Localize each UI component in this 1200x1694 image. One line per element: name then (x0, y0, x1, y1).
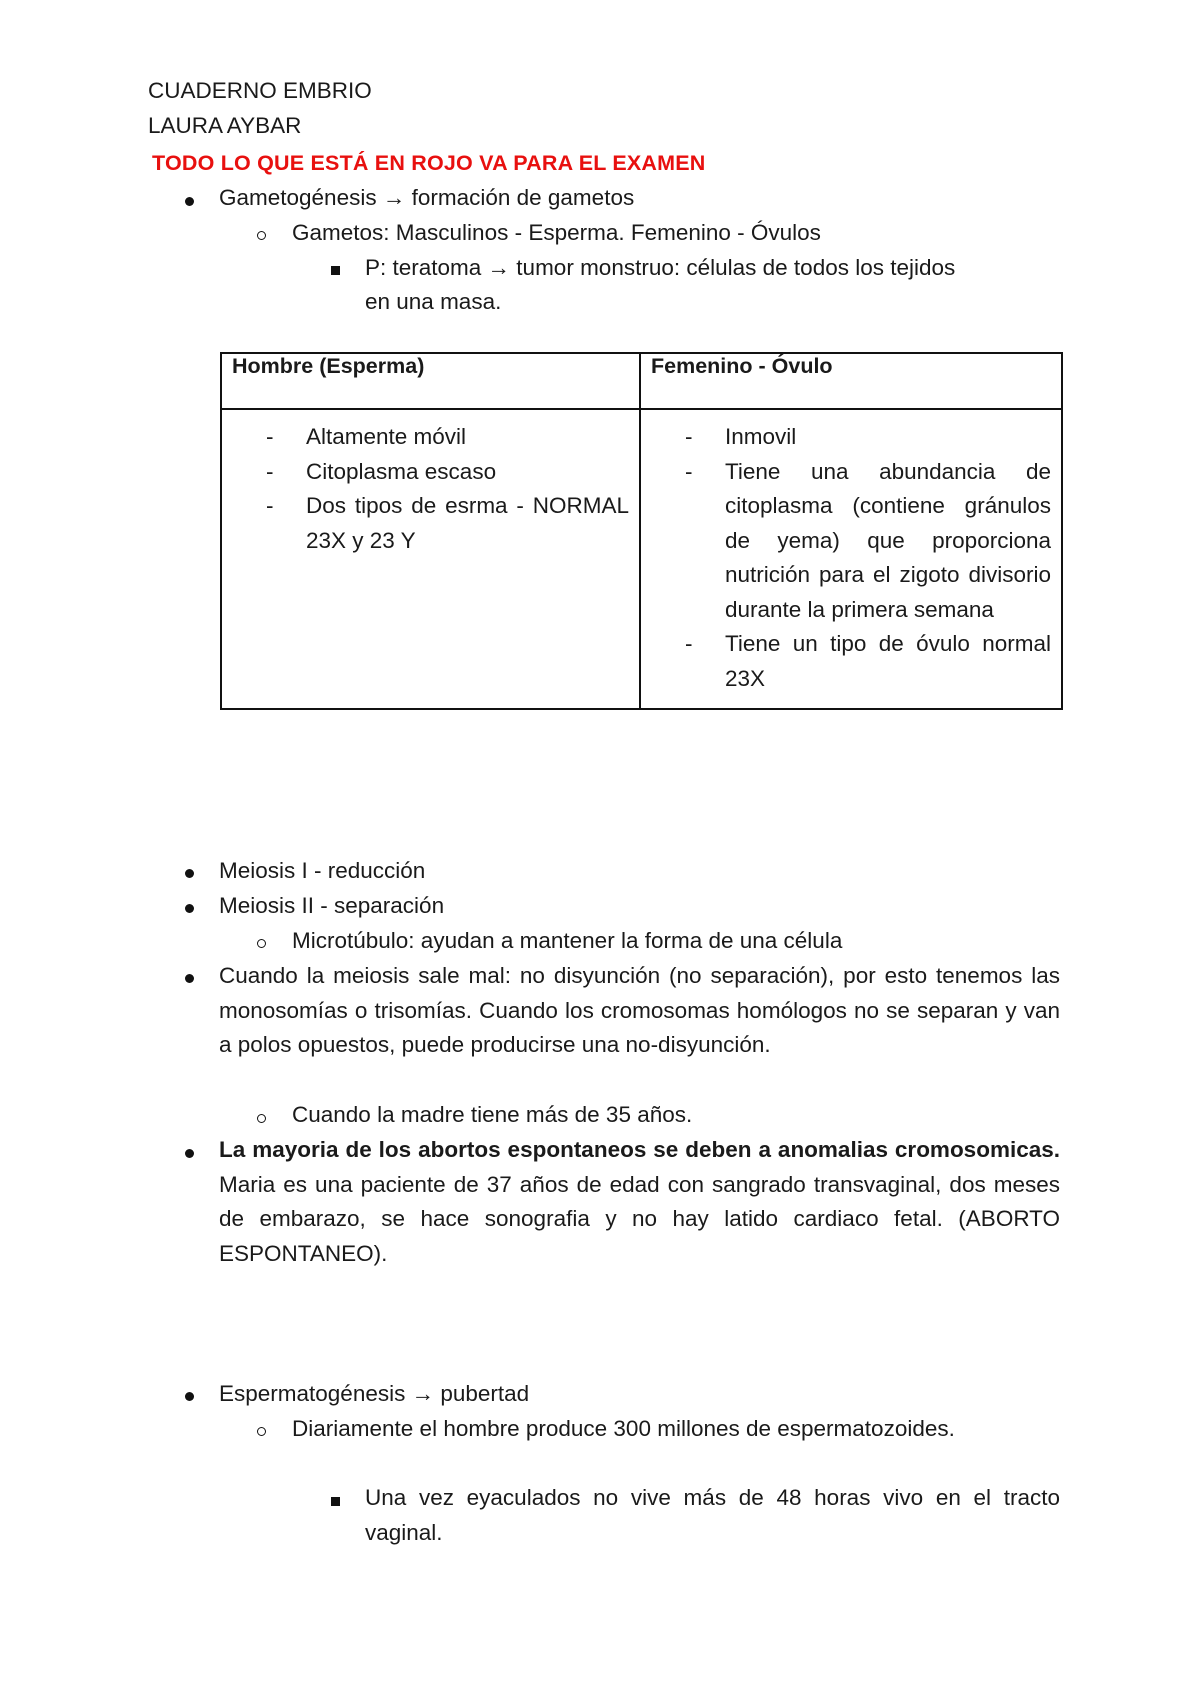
female-item-text: Tiene un tipo de óvulo normal 23X (725, 631, 1051, 691)
teratoma-item-line2: en una masa. (365, 289, 502, 314)
table-header-row (221, 353, 1062, 409)
bullet-dot-icon (185, 869, 194, 878)
female-list (651, 420, 1051, 696)
document-author: LAURA AYBAR (148, 113, 302, 138)
no-disyuncion-item: Cuando la meiosis sale mal: no disyunción (no separación), por esto tenemos las monosomías o trisomías. Cuando los cromosomas homólogos no se separan y van a polos opuestos, puede producirse una no-disyunción. (219, 963, 1060, 1057)
female-cell (640, 409, 1062, 709)
male-item-text: Altamente móvil (306, 424, 467, 449)
eyaculados-item: Una vez eyaculados no vive más de 48 horas vivo en el tracto vaginal. (365, 1485, 1060, 1545)
male-cell (221, 409, 640, 709)
bullet-circle-icon (257, 1114, 266, 1123)
male-header: Hombre (Esperma) (221, 353, 640, 409)
exam-warning: TODO LO QUE ESTÁ EN ROJO VA PARA EL EXAMEN (152, 151, 706, 175)
bullet-dot-icon (185, 974, 194, 983)
gametogenesis-item: Gametogénesis → formación de gametos (219, 185, 635, 210)
female-item-text: Inmovil (725, 424, 797, 449)
female-item-text: Tiene una abundancia de citoplasma (contiene gránulos de yema) que proporciona nutrición para el zigoto divisorio durante la primera semana (725, 458, 1051, 622)
list-item: - Tiene un tipo de óvulo normal 23X (685, 631, 1051, 691)
bullet-dot-icon (185, 1149, 194, 1158)
male-list (232, 420, 629, 558)
list-item: - Inmovil (685, 424, 797, 449)
bullet-dot-icon (185, 1392, 194, 1401)
espermatogenesis-item: Espermatogénesis → pubertad (219, 1381, 530, 1406)
bullet-dot-icon (185, 197, 194, 206)
madre-item: Cuando la madre tiene más de 35 años. (292, 1102, 693, 1127)
list-item: - Dos tipos de esrma - NORMAL 23X y 23 Y (266, 493, 629, 553)
bullet-circle-icon (257, 939, 266, 948)
male-item-text: Dos tipos de esrma - NORMAL 23X y 23 Y (306, 493, 629, 553)
bullet-square-icon (331, 1497, 340, 1506)
list-item: - Altamente móvil (266, 424, 467, 449)
meiosis-1-item: Meiosis I - reducción (219, 858, 426, 883)
bullet-square-icon (331, 266, 340, 275)
bullet-circle-icon (257, 1427, 266, 1436)
table-row (221, 409, 1062, 709)
teratoma-item-line1: P: teratoma → tumor monstruo: células de todos los tejidos (365, 255, 956, 280)
abortos-case-text: Maria es una paciente de 37 años de edad con sangrado transvaginal, dos meses de embarazo, se hace sonografia y no hay latido cardiaco fetal. (ABORTO ESPONTANEO). (219, 1171, 1060, 1266)
gamete-comparison-table (220, 352, 1063, 710)
diariamente-item: Diariamente el hombre produce 300 millones de espermatozoides. (292, 1416, 955, 1441)
gametos-item: Gametos: Masculinos - Esperma. Femenino - Óvulos (292, 220, 821, 245)
bullet-dot-icon (185, 904, 194, 913)
list-item: - Tiene una abundancia de citoplasma (contiene gránulos de yema) que proporciona nutrición para el zigoto divisorio durante la primera semana (685, 458, 1051, 622)
female-header: Femenino - Óvulo (640, 353, 1062, 409)
male-item-text: Citoplasma escaso (306, 458, 497, 484)
bullet-circle-icon (257, 231, 266, 240)
document-title: CUADERNO EMBRIO (148, 78, 372, 103)
abortos-bold-text: La mayoria de los abortos espontaneos se deben a anomalias cromosomicas. (219, 1137, 1060, 1162)
abortos-item (219, 1133, 1060, 1271)
meiosis-2-item: Meiosis II - separación (219, 893, 445, 918)
list-item: - Citoplasma escaso (266, 458, 497, 484)
microtubulo-item: Microtúbulo: ayudan a mantener la forma de una célula (292, 928, 843, 953)
